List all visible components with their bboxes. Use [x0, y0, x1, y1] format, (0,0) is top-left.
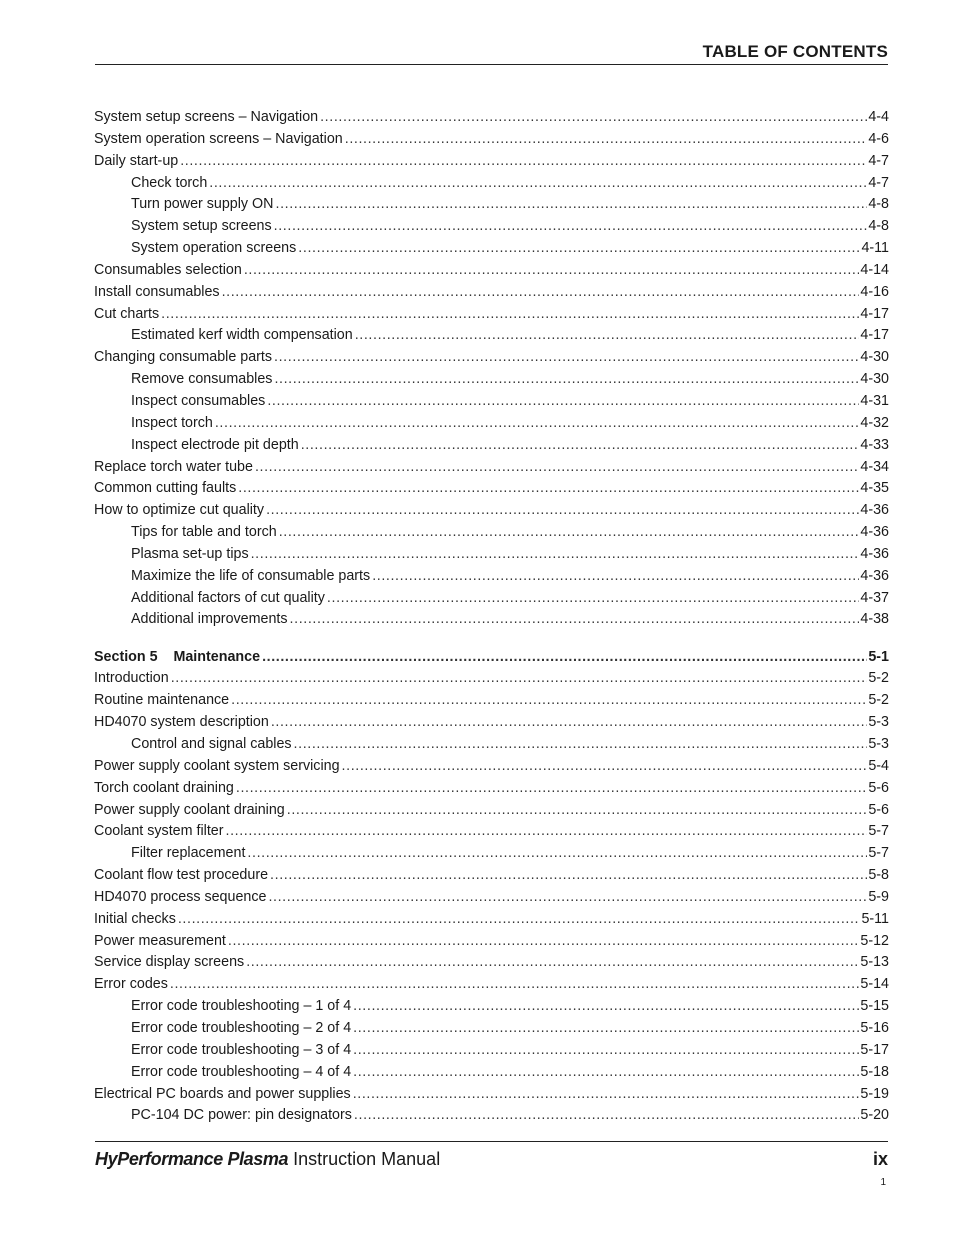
toc-page-number: 5-2 — [868, 692, 889, 709]
toc-entry-title: Coolant flow test procedure — [94, 867, 269, 884]
toc-entry[interactable] — [94, 821, 889, 843]
toc-dot-leader — [287, 800, 868, 822]
toc-dot-leader — [353, 1018, 859, 1040]
toc-page-number: 5-16 — [860, 1019, 889, 1036]
toc-entry-title: PC-104 DC power: pin designators — [131, 1107, 352, 1124]
toc-dot-leader — [238, 478, 859, 500]
toc-entry-title: Inspect consumables — [131, 392, 266, 409]
footer-brand: HyPerformance Plasma — [95, 1149, 289, 1169]
toc-entry-title: Consumables selection — [94, 261, 242, 278]
toc-entry[interactable] — [94, 216, 889, 238]
toc-entry-title: Power supply coolant draining — [94, 801, 285, 818]
toc-entry-title: Remove consumables — [131, 371, 273, 388]
toc-entry-title: Inspect torch — [131, 414, 213, 431]
toc-page-number: 4-11 — [861, 240, 889, 257]
toc-entry-title: Routine maintenance — [94, 692, 230, 709]
toc-page-number: 4-6 — [868, 130, 889, 147]
toc-dot-leader — [268, 887, 867, 909]
toc-page-number: 4-17 — [860, 327, 889, 344]
toc-entry[interactable] — [94, 931, 889, 953]
toc-page-number: 5-11 — [861, 910, 889, 927]
toc-page-number: 5-19 — [860, 1085, 889, 1102]
toc-page-number: 4-36 — [860, 545, 889, 562]
toc-dot-leader — [161, 304, 859, 326]
toc-page-number: 5-12 — [860, 932, 889, 949]
toc-dot-leader — [215, 413, 860, 435]
toc-entry-title: Power measurement — [94, 932, 226, 949]
toc-dot-leader — [298, 238, 860, 260]
toc-entry[interactable] — [94, 800, 889, 822]
toc-dot-leader — [270, 865, 867, 887]
toc-entry-title: System setup screens – Navigation — [94, 109, 319, 125]
toc-entry[interactable] — [94, 107, 889, 129]
toc-entry[interactable] — [94, 952, 889, 974]
toc-entry-title: HD4070 system description — [94, 714, 269, 731]
toc-entry[interactable] — [94, 909, 889, 931]
toc-entry[interactable] — [94, 996, 889, 1018]
toc-entry-title: Common cutting faults — [94, 480, 237, 497]
toc-entry[interactable] — [94, 129, 889, 151]
toc-dot-leader — [247, 843, 867, 865]
toc-dot-leader — [209, 173, 867, 195]
toc-dot-leader — [327, 588, 859, 610]
toc-dot-leader — [236, 778, 867, 800]
toc-page-number: 5-14 — [860, 976, 889, 993]
toc-entry[interactable] — [94, 1018, 889, 1040]
toc-page-number: 4-36 — [860, 524, 889, 541]
toc-entry-title: Power supply coolant system servicing — [94, 757, 340, 774]
toc-entry[interactable] — [94, 413, 889, 435]
toc-page-number: 4-4 — [868, 109, 889, 125]
toc-entry[interactable] — [94, 435, 889, 457]
toc-entry[interactable] — [94, 1062, 889, 1084]
toc-entry-title: Electrical PC boards and power supplies — [94, 1085, 351, 1102]
toc-page-number: 4-37 — [860, 589, 889, 606]
toc-dot-leader — [228, 931, 859, 953]
toc-entry-title: Additional improvements — [131, 611, 288, 628]
toc-page-number: 5-8 — [868, 867, 889, 884]
toc-dot-leader — [262, 647, 867, 669]
toc-dot-leader — [246, 952, 859, 974]
toc-entry-title: Inspect electrode pit depth — [131, 436, 299, 453]
toc-dot-leader — [342, 756, 868, 778]
toc-section-heading[interactable] — [94, 647, 889, 669]
toc-entry-title: Error codes — [94, 976, 168, 993]
toc-entry[interactable] — [94, 282, 889, 304]
toc-entry[interactable] — [94, 1105, 889, 1127]
toc-dot-leader — [171, 668, 868, 690]
toc-entry-title: HD4070 process sequence — [94, 888, 267, 905]
toc-page-number: 4-38 — [860, 611, 889, 628]
toc-dot-leader — [276, 194, 868, 216]
toc-entry[interactable] — [94, 478, 889, 500]
toc-entry[interactable] — [94, 778, 889, 800]
toc-entry-title: Daily start-up — [94, 152, 179, 169]
toc-dot-leader — [353, 1084, 860, 1106]
toc-entry[interactable] — [94, 347, 889, 369]
toc-entry-title: Plasma set-up tips — [131, 545, 249, 562]
toc-page-number: 4-33 — [860, 436, 889, 453]
toc-entry[interactable] — [94, 756, 889, 778]
toc-page-number: 4-36 — [860, 567, 889, 584]
toc-entry-title: Estimated kerf width compensation — [131, 327, 353, 344]
toc-entry[interactable] — [94, 1084, 889, 1106]
toc-dot-leader — [301, 435, 860, 457]
toc-page-number: 5-7 — [868, 845, 889, 862]
toc-dot-leader — [266, 500, 859, 522]
toc-entry-title: Coolant system filter — [94, 823, 224, 840]
toc-page-number: 5-17 — [860, 1041, 889, 1058]
toc-page-number: 4-35 — [860, 480, 889, 497]
toc-page-number: 5-18 — [860, 1063, 889, 1080]
toc-entry[interactable] — [94, 391, 889, 413]
toc-dot-leader — [226, 821, 868, 843]
toc-page-number: 4-32 — [860, 414, 889, 431]
toc-entry-title: Turn power supply ON — [131, 196, 274, 213]
toc-entry-title: Filter replacement — [131, 845, 246, 862]
toc-page-number: 5-20 — [860, 1107, 889, 1124]
toc-dot-leader — [354, 1105, 859, 1127]
toc-entry-title: Changing consumable parts — [94, 349, 273, 366]
toc-entry[interactable] — [94, 566, 889, 588]
toc-entry[interactable] — [94, 712, 889, 734]
footer-page-roman: ix — [872, 1149, 888, 1169]
toc-entry[interactable] — [94, 887, 889, 909]
toc-dot-leader — [267, 391, 859, 413]
toc-entry-title: Cut charts — [94, 305, 160, 322]
toc-page-number: 4-34 — [860, 458, 889, 475]
toc-entry[interactable] — [94, 588, 889, 610]
toc-entry-title: Torch coolant draining — [94, 779, 234, 796]
toc-page-number: 5-9 — [868, 888, 889, 905]
toc-entry[interactable] — [94, 500, 889, 522]
toc-dot-leader — [178, 909, 861, 931]
toc-page-number: 4-8 — [868, 196, 889, 213]
toc-entry[interactable] — [94, 843, 889, 865]
toc-page-number: 5-2 — [868, 670, 889, 687]
page-title: TABLE OF CONTENTS — [702, 42, 888, 61]
toc-entry[interactable] — [94, 544, 889, 566]
toc-dot-leader — [271, 712, 868, 734]
toc-dot-leader — [279, 522, 860, 544]
toc-page-number: 4-16 — [860, 283, 889, 300]
toc-entry-title: Error code troubleshooting – 2 of 4 — [131, 1019, 352, 1036]
toc-page-number: 4-31 — [860, 392, 889, 409]
toc-dot-leader — [180, 151, 867, 173]
toc-entry-title: System setup screens — [131, 218, 272, 235]
toc-entry-title: System operation screens – Navigation — [94, 130, 343, 147]
toc-page-number: 4-36 — [860, 502, 889, 519]
toc-entry-title: Replace torch water tube — [94, 458, 253, 475]
toc-entry-title: Tips for table and torch — [131, 524, 277, 541]
toc-dot-leader — [353, 1040, 859, 1062]
toc-page-number: 5-6 — [868, 801, 889, 818]
toc-page-number: 4-30 — [860, 371, 889, 388]
toc-dot-leader — [251, 544, 860, 566]
toc-entry-title: System operation screens — [131, 240, 297, 257]
toc-dot-leader — [274, 347, 859, 369]
toc-entry-title: Error code troubleshooting – 1 of 4 — [131, 998, 352, 1015]
toc-dot-leader — [290, 609, 860, 631]
toc-page-number: 4-14 — [860, 261, 889, 278]
toc-entry-title: Initial checks — [94, 910, 176, 927]
toc-entry[interactable] — [94, 260, 889, 282]
toc-page-number: 5-1 — [868, 648, 889, 665]
toc-dot-leader — [244, 260, 860, 282]
toc-dot-leader — [274, 216, 868, 238]
toc-entry-title: Error code troubleshooting – 4 of 4 — [131, 1063, 352, 1080]
toc-entry[interactable] — [94, 609, 889, 631]
toc-entry[interactable] — [94, 457, 889, 479]
toc-entry-title: Additional factors of cut quality — [131, 589, 325, 606]
toc-entry[interactable] — [94, 668, 889, 690]
toc-dot-leader — [353, 996, 859, 1018]
toc-page-number: 5-3 — [868, 736, 889, 753]
toc-entry[interactable] — [94, 690, 889, 712]
toc-entry[interactable] — [94, 974, 889, 996]
toc-dot-leader — [255, 457, 859, 479]
toc-entry[interactable] — [94, 304, 889, 326]
toc-dot-leader — [353, 1062, 859, 1084]
toc-page-number: 4-7 — [868, 174, 889, 191]
toc-dot-leader — [231, 690, 867, 712]
toc-entry-title: Check torch — [131, 174, 208, 191]
toc-page-number: 5-13 — [860, 954, 889, 971]
toc-page-number: 5-4 — [868, 757, 889, 774]
toc-entry[interactable] — [94, 194, 889, 216]
toc-dot-leader — [372, 566, 859, 588]
toc-dot-leader — [170, 974, 859, 996]
footer-page-number: 1 — [880, 1177, 886, 1188]
toc-entry-title: Install consumables — [94, 283, 220, 300]
toc-entry-title: Control and signal cables — [131, 736, 292, 753]
toc-entry[interactable] — [94, 173, 889, 195]
toc-page-number: 4-30 — [860, 349, 889, 366]
toc-entry-title: Introduction — [94, 670, 169, 687]
toc-dot-leader — [345, 129, 868, 151]
toc-dot-leader — [222, 282, 860, 304]
footer-manual-title — [95, 1149, 440, 1170]
toc-entry[interactable] — [94, 238, 889, 260]
table-of-contents — [94, 107, 889, 1127]
toc-entry-title: Service display screens — [94, 954, 245, 971]
toc-entry-title: Error code troubleshooting – 3 of 4 — [131, 1041, 352, 1058]
toc-page-number: 5-6 — [868, 779, 889, 796]
footer-manual-label: Instruction Manual — [288, 1149, 441, 1169]
toc-entry-title: Maximize the life of consumable parts — [131, 567, 371, 584]
toc-entry[interactable] — [94, 865, 889, 887]
toc-entry[interactable] — [94, 1040, 889, 1062]
toc-page-number: 4-17 — [860, 305, 889, 322]
toc-entry[interactable] — [94, 369, 889, 391]
toc-dot-leader — [294, 734, 868, 756]
toc-dot-leader — [274, 369, 859, 391]
toc-page-number: 5-7 — [868, 823, 889, 840]
header-divider — [95, 64, 888, 65]
toc-entry[interactable] — [94, 734, 889, 756]
toc-page-number: 5-3 — [868, 714, 889, 731]
toc-dot-leader — [320, 107, 867, 129]
toc-entry[interactable] — [94, 325, 889, 347]
footer-divider — [95, 1141, 888, 1142]
toc-page-number: 4-8 — [868, 218, 889, 235]
toc-page-number: 4-7 — [868, 152, 889, 169]
toc-entry[interactable] — [94, 522, 889, 544]
toc-entry[interactable] — [94, 151, 889, 173]
toc-dot-leader — [355, 325, 860, 347]
toc-page-number: 5-15 — [860, 998, 889, 1015]
toc-entry-title: How to optimize cut quality — [94, 502, 265, 519]
toc-entry-title: Section 5 Maintenance — [94, 648, 261, 665]
